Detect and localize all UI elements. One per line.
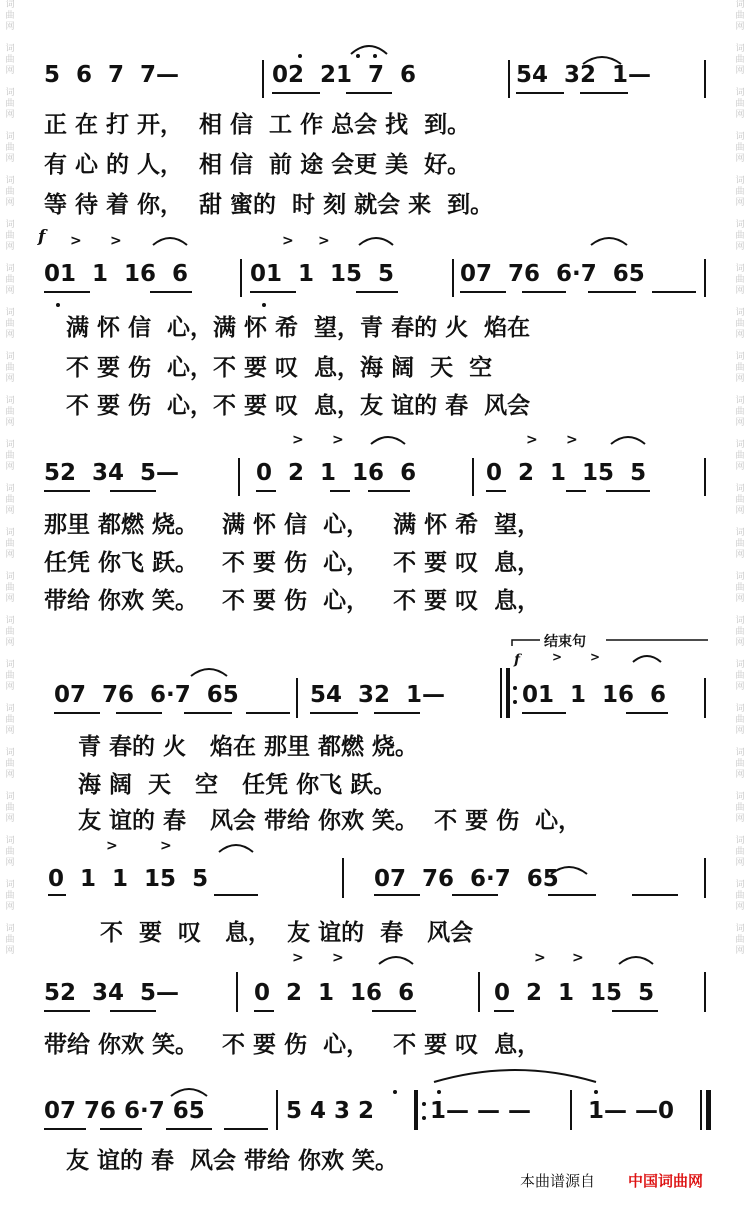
dynamic-forte: f: [38, 227, 46, 247]
underline: [548, 894, 596, 896]
notes-measure: 07 76 6·7 65: [374, 866, 559, 892]
notes-measure: 52 34 5—: [44, 460, 180, 486]
underline: [310, 712, 358, 714]
slur-mark: [356, 233, 396, 247]
slur-mark: [580, 52, 624, 66]
notes-measure: 5 4 3 2: [286, 1098, 375, 1124]
underline: [44, 1010, 90, 1012]
underline: [580, 92, 628, 94]
octave-dot: [437, 1090, 441, 1094]
barline: [472, 458, 474, 496]
underline: [48, 894, 66, 896]
accent-mark: >: [552, 650, 563, 664]
notes-measure: 0 2 1 16 6: [256, 460, 417, 486]
notes-measure: 52 34 5—: [44, 980, 180, 1006]
underline: [372, 1010, 416, 1012]
lyric-verse-3: 不 要 叹 息， 友 谊的 春 风会: [100, 920, 474, 946]
slur-mark: [588, 233, 630, 247]
lyric-verse-2: 任凭 你飞 跃。 不 要 伤 心， 不 要 叹 息，: [44, 550, 541, 576]
barline: [704, 858, 706, 898]
score-line-6: [0, 950, 750, 1060]
notes-measure: 01 1 16 6: [44, 261, 189, 287]
accent-mark: >: [282, 233, 294, 249]
underline: [452, 894, 498, 896]
accent-mark: >: [526, 432, 538, 448]
barline: [704, 678, 706, 718]
underline: [522, 291, 566, 293]
underline: [588, 291, 636, 293]
lyric-verse-1: 那里 都燃 烧。 满 怀 信 心， 满 怀 希 望，: [44, 512, 541, 538]
underline: [374, 894, 420, 896]
lyric-verse-1: 满 怀 信 心，满 怀 希 望，青 春的 火 焰在: [66, 315, 531, 341]
underline: [356, 291, 398, 293]
accent-mark: >: [590, 650, 601, 664]
score-line-7: [0, 1064, 750, 1174]
score-line-1: [0, 40, 750, 220]
underline: [110, 490, 156, 492]
underline: [346, 92, 392, 94]
coda-label: 结束句: [544, 634, 586, 650]
lyric-verse-1: 正 在 打 开， 相 信 工 作 总会 找 到。: [44, 112, 471, 138]
accent-mark: >: [332, 432, 344, 448]
slur-mark: [188, 664, 230, 678]
score-line-3: [0, 428, 750, 618]
accent-mark: >: [566, 432, 578, 448]
notes-measure: 07 76 6·7 65: [460, 261, 645, 287]
barline: [508, 60, 510, 98]
accent-mark: >: [292, 432, 304, 448]
barline: [704, 60, 706, 98]
underline: [652, 291, 696, 293]
barline: [704, 458, 706, 496]
underline: [246, 712, 290, 714]
accent-mark: >: [318, 233, 330, 249]
underline: [494, 1010, 514, 1012]
credit-site-link[interactable]: 中国词曲网: [628, 1172, 704, 1190]
lyric-verse-1: 青 春的 火 焰在 那里 都燃 烧。: [78, 734, 419, 760]
slur-mark: [608, 432, 648, 446]
lyric-verse-3: 友 谊的 春 风会 带给 你欢 笑。: [66, 1148, 399, 1174]
underline: [522, 712, 566, 714]
repeat-dot: [422, 1116, 426, 1120]
underline: [486, 490, 506, 492]
underline: [44, 291, 90, 293]
octave-dot: [262, 303, 266, 307]
accent-mark: >: [332, 950, 344, 966]
barline: [570, 1090, 572, 1130]
underline: [44, 1128, 86, 1130]
notes-measure: 54 32 1—: [310, 682, 446, 708]
dynamic-forte: f: [514, 652, 521, 668]
underline: [250, 291, 296, 293]
watermark-right: 词 曲 网 词 曲 网 词 曲 网 词 曲 网 词 曲 网 词 曲 网 词 曲 网 词 曲 网 词 曲 网 词 曲 网 词 曲 网 词 曲 网 词 曲 网 词 曲 网 词 曲 网 词 曲 网 词 曲 网 词 曲 网 词 曲 网 词 曲 网 词 曲 网 词 曲 网: [735, 0, 745, 956]
notes-measure: 01 1 15 5: [250, 261, 395, 287]
accent-mark: >: [110, 233, 122, 249]
notes-measure: 07 76 6·7 65: [54, 682, 239, 708]
accent-mark: >: [106, 838, 118, 854]
barline: [240, 259, 242, 297]
watermark-left: 词 曲 网 词 曲 网 词 曲 网 词 曲 网 词 曲 网 词 曲 网 词 曲 网 词 曲 网 词 曲 网 词 曲 网 词 曲 网 词 曲 网 词 曲 网 词 曲 网 词 曲 网 词 曲 网 词 曲 网 词 曲 网 词 曲 网 词 曲 网 词 曲 网 词 曲 网: [5, 0, 15, 956]
underline: [150, 291, 192, 293]
lyric-verse-3: 等 待 着 你， 甜 蜜的 时 刻 就会 来 到。: [44, 192, 494, 218]
score-line-5: [0, 838, 750, 948]
score-line-4: [0, 628, 750, 838]
coda-bracket: [510, 632, 710, 648]
underline: [166, 1128, 212, 1130]
repeat-dot: [422, 1102, 426, 1106]
underline: [184, 712, 232, 714]
lyric-verse-3: 不 要 伤 心，不 要 叹 息，友 谊的 春 风会: [66, 393, 531, 419]
final-barline: [700, 1090, 702, 1130]
barline: [506, 668, 510, 718]
lyric-verse-2: 不 要 伤 心，不 要 叹 息，海 阔 天 空: [66, 355, 493, 381]
underline: [516, 92, 564, 94]
slur-mark: [150, 233, 190, 247]
slur-mark: [630, 652, 664, 664]
barline: [342, 858, 344, 898]
notes-measure: 02 21 7 6: [272, 62, 417, 88]
barline: [704, 259, 706, 297]
repeat-dot: [513, 700, 517, 704]
notes-measure: 1— —0: [588, 1098, 675, 1124]
repeat-dot: [513, 686, 517, 690]
barline: [276, 1090, 278, 1130]
lyric-verse-3: 带给 你欢 笑。 不 要 伤 心， 不 要 叹 息，: [44, 1032, 541, 1058]
notes-measure: 0 1 1 15 5: [48, 866, 209, 892]
underline: [368, 490, 410, 492]
barline: [452, 259, 454, 297]
octave-dot: [298, 54, 302, 58]
barline: [704, 972, 706, 1012]
underline: [110, 1010, 156, 1012]
accent-mark: >: [572, 950, 584, 966]
underline: [330, 490, 350, 492]
slur-mark: [376, 952, 416, 966]
notes-measure: 0 2 1 15 5: [486, 460, 647, 486]
accent-mark: >: [160, 838, 172, 854]
score-line-2: [0, 225, 750, 425]
slur-mark: [168, 1084, 210, 1098]
barline: [238, 458, 240, 496]
notes-measure: 5 6 7 7—: [44, 62, 180, 88]
accent-mark: >: [534, 950, 546, 966]
underline: [606, 490, 650, 492]
accent-mark: >: [70, 233, 82, 249]
underline: [224, 1128, 268, 1130]
lyric-verse-2: 海 阔 天 空 任凭 你飞 跃。: [78, 772, 397, 798]
lyric-verse-3: 友 谊的 春 风会 带给 你欢 笑。 不 要 伤 心，: [78, 808, 582, 834]
octave-dot: [56, 303, 60, 307]
underline: [54, 712, 100, 714]
notes-measure: 01 1 16 6: [522, 682, 667, 708]
notes-measure: 1— — —: [430, 1098, 532, 1124]
final-barline: [706, 1090, 711, 1130]
notes-measure: 07 76 6·7 65: [44, 1098, 205, 1124]
underline: [254, 1010, 274, 1012]
notes-measure: 0 2 1 16 6: [254, 980, 415, 1006]
underline: [566, 490, 586, 492]
barline: [478, 972, 480, 1012]
tie-mark: [430, 1064, 600, 1084]
credit-source-label: 本曲谱源自: [520, 1172, 596, 1190]
underline: [256, 490, 276, 492]
slur-mark: [368, 432, 408, 446]
notes-measure: 54 32 1—: [516, 62, 652, 88]
notes-measure: 0 2 1 15 5: [494, 980, 655, 1006]
barline: [414, 1090, 418, 1130]
underline: [100, 1128, 142, 1130]
lyric-verse-3: 带给 你欢 笑。 不 要 伤 心， 不 要 叹 息，: [44, 588, 541, 614]
underline: [460, 291, 506, 293]
barline: [262, 60, 264, 98]
underline: [612, 1010, 658, 1012]
underline: [626, 712, 668, 714]
accent-mark: >: [292, 950, 304, 966]
underline: [272, 92, 320, 94]
barline: [500, 668, 502, 718]
barline: [236, 972, 238, 1012]
lyric-verse-2: 有 心 的 人， 相 信 前 途 会更 美 好。: [44, 152, 471, 178]
underline: [116, 712, 162, 714]
underline: [632, 894, 678, 896]
octave-dot: [594, 1090, 598, 1094]
underline: [44, 490, 90, 492]
slur-mark: [216, 840, 256, 854]
underline: [374, 712, 420, 714]
underline: [214, 894, 258, 896]
barline: [296, 678, 298, 718]
slur-mark: [348, 40, 390, 56]
octave-dot: [393, 1090, 397, 1094]
slur-mark: [616, 952, 656, 966]
